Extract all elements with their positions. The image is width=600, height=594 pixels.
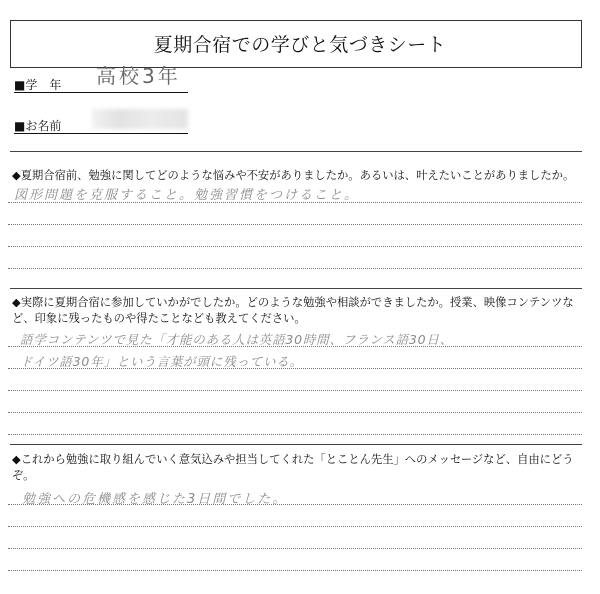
sheet-title: 夏期合宿での学びと気づきシート [153, 34, 447, 56]
answer-line [8, 346, 582, 347]
answer-line [8, 268, 582, 269]
question-2: ◆実際に夏期合宿に参加していかがでしたか。どのような勉強や相談ができましたか。授業、映像コンテンツなど、印象に残ったものや得たことなども教えてください。 [12, 296, 574, 325]
answer-2-line-2: ドイツ語30年」という言葉が頭に残っている。 [20, 354, 303, 369]
answer-line [8, 570, 582, 571]
answer-1-line-1: 図形問題を克服すること。勉強習慣をつけること。 [14, 188, 360, 203]
answer-3-line-1: 勉強への危機感を感じた3日間でした。 [22, 492, 288, 507]
grade-handwritten: 高校3年 [96, 64, 181, 88]
question-3: ◆これから勉強に取り組んでいく意気込みや担当してくれた「とことん先生」へのメッセージなど、自由にどうぞ。 [12, 453, 574, 482]
section-divider [10, 444, 582, 445]
answer-2-line-1: 語学コンテンツで見た「才能のある人は英語30時間、フランス語30日、 [20, 332, 454, 347]
answer-line [8, 246, 582, 247]
answer-line [8, 368, 582, 369]
answer-line [8, 504, 582, 505]
question-1: ◆夏期合宿前、勉強に関してどのような悩みや不安がありましたか。あるいは、叶えたいことがありましたか。 [12, 169, 575, 182]
name-underline [14, 133, 188, 134]
answer-line [8, 202, 582, 203]
grade-label: ■学 年 [14, 78, 62, 92]
answer-line [8, 548, 582, 549]
section-divider [10, 151, 582, 152]
answer-line [8, 526, 582, 527]
name-label: ■お名前 [14, 119, 62, 133]
answer-line [8, 224, 582, 225]
section-divider [10, 288, 582, 289]
grade-underline [14, 92, 188, 93]
answer-line [8, 434, 582, 435]
name-redacted [92, 109, 188, 129]
answer-line [8, 390, 582, 391]
answer-line [8, 412, 582, 413]
